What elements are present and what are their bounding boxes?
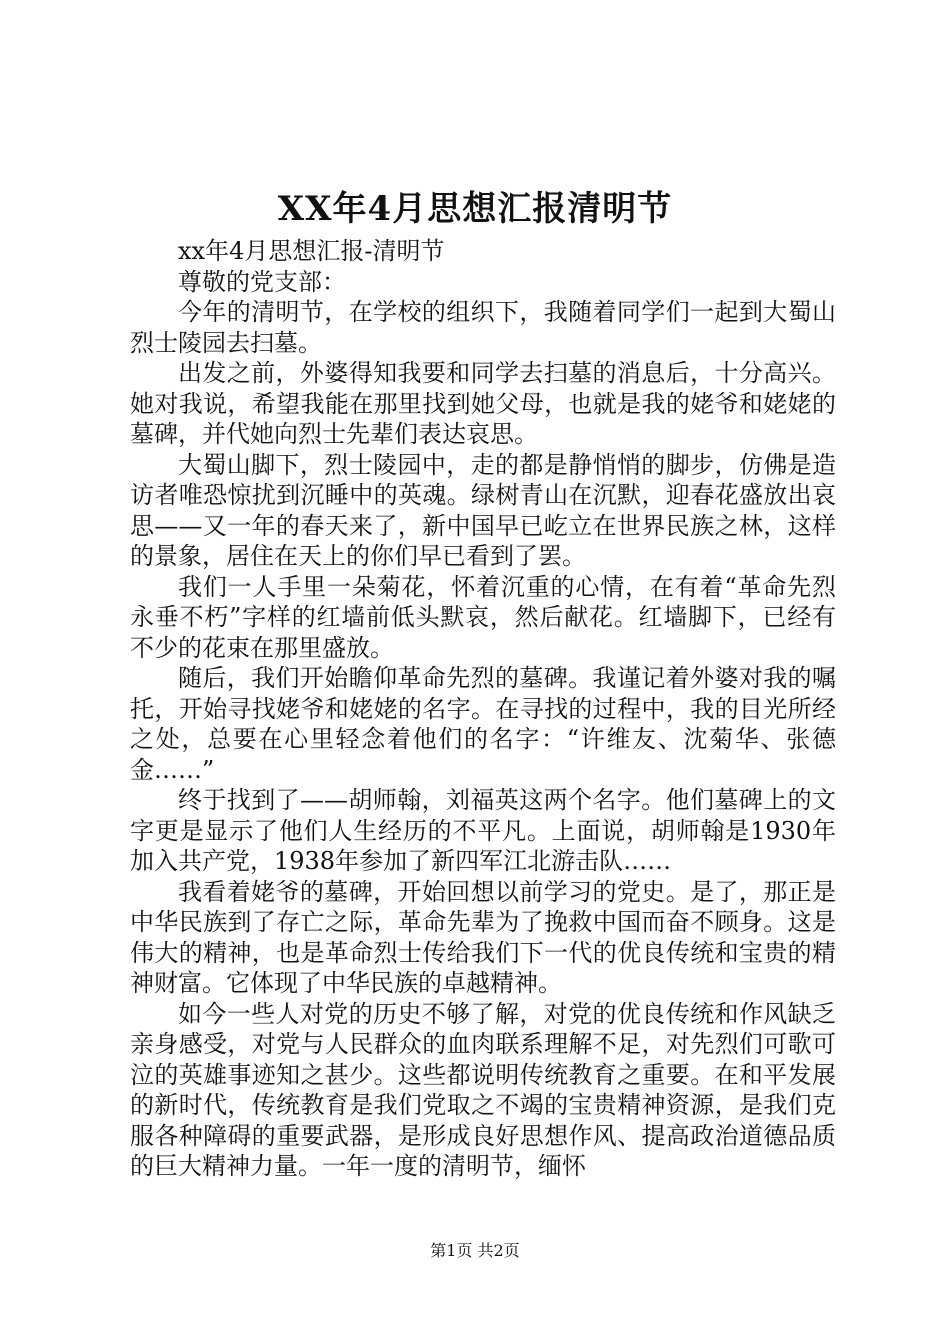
salutation: 尊敬的党支部： xyxy=(178,267,346,296)
paragraph: 随后，我们开始瞻仰革命先烈的墓碑。我谨记着外婆对我的嘱托，开始寻找姥爷和姥姥的名字。在寻找的过程中，我的目光所经之处，总要在心里轻念着他们的名字：“许维友、沈菊华、张德金……” xyxy=(130,664,836,784)
paragraph: 我们一人手里一朵菊花，怀着沉重的心情，在有着“革命先烈永垂不朽”字样的红墙前低头默哀，然后献花。红墙脚下，已经有不少的花束在那里盛放。 xyxy=(130,572,836,662)
paragraph: 出发之前，外婆得知我要和同学去扫墓的消息后，十分高兴。她对我说，希望我能在那里找到她父母，也就是我的姥爷和姥姥的墓碑，并代她向烈士先辈们表达哀思。 xyxy=(130,359,836,448)
paragraph: 我看着姥爷的墓碑，开始回想以前学习的党史。是了，那正是中华民族到了存亡之际，革命先辈为了挽救中国而奋不顾身。这是伟大的精神，也是革命烈士传给我们下一代的优良传统和宝贵的精神财富。它体现了中华民族的卓越精神。 xyxy=(130,877,836,997)
page-number-footer: 第1页 共2页 xyxy=(430,1241,520,1260)
paragraph: 终于找到了——胡师翰，刘福英这两个名字。他们墓碑上的文字更是显示了他们人生经历的不平凡。上面说，胡师翰是1930年加入共产党，1938年参加了新四军江北游击队…… xyxy=(130,786,836,875)
paragraph: 今年的清明节，在学校的组织下，我随着同学们一起到大蜀山烈士陵园去扫墓。 xyxy=(130,298,836,357)
subtitle-line: xx年4月思想汇报-清明节 xyxy=(178,237,445,265)
paragraph: 如今一些人对党的历史不够了解，对党的优良传统和作风缺乏亲身感受，对党与人民群众的血肉联系理解不足，对先烈们可歌可泣的英雄事迹知之甚少。这些都说明传统教育之重要。在和平发展的新时代，传统教育是我们党取之不竭的宝贵精神资源，是我们克服各种障碍的重要武器，是形成良好思想作风、提高政治道德品质的巨大精神力量。一年一度的清明节，缅怀 xyxy=(130,999,836,1180)
document-body xyxy=(130,236,836,1182)
paragraph: 大蜀山脚下，烈士陵园中，走的都是静悄悄的脚步，仿佛是造访者唯恐惊扰到沉睡中的英魂。绿树青山在沉默，迎春花盛放出哀思——又一年的春天来了，新中国早已屹立在世界民族之林，这样的景象，居住在天上的你们早已看到了罢。 xyxy=(130,450,836,570)
document-title: XX年4月思想汇报清明节 xyxy=(277,189,673,229)
